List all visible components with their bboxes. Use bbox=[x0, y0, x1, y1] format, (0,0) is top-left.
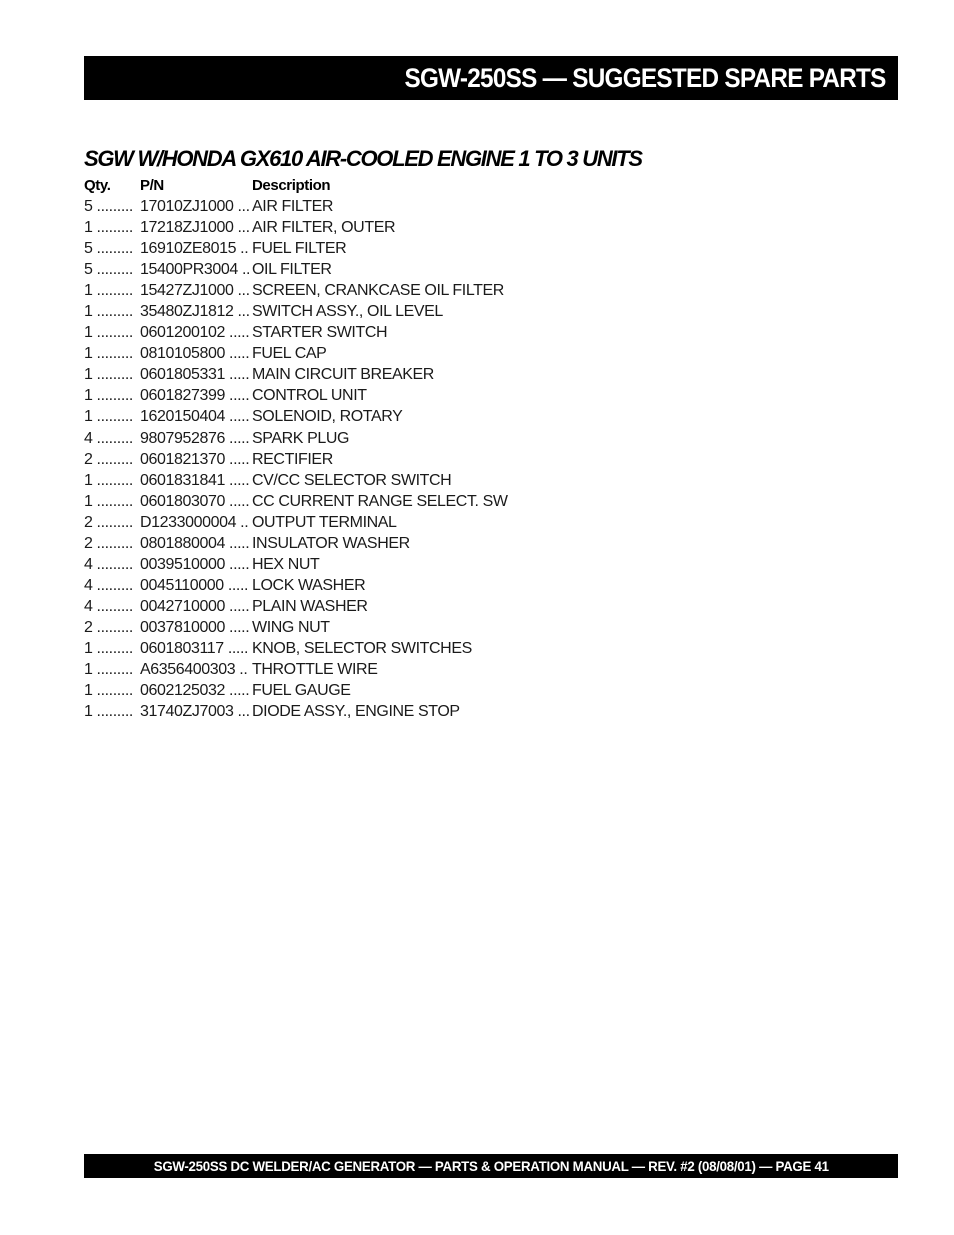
part-number: 0601831841 ..... bbox=[140, 471, 250, 489]
part-qty: 4 ......... bbox=[84, 555, 133, 573]
part-qty: 5 ......... bbox=[84, 240, 133, 258]
part-qty: 1 ......... bbox=[84, 492, 133, 510]
part-number: 15427ZJ1000 ... bbox=[140, 282, 250, 300]
part-number: 9807952876 ..... bbox=[140, 429, 250, 447]
part-number: 0037810000 ..... bbox=[140, 618, 250, 636]
part-qty: 4 ......... bbox=[84, 597, 133, 615]
part-number: 0045110000 ..... bbox=[140, 576, 249, 594]
column-header-description: Description bbox=[252, 177, 331, 194]
page-title: SGW-250SS — SUGGESTED SPARE PARTS bbox=[404, 62, 886, 93]
part-qty: 1 ......... bbox=[84, 661, 133, 679]
part-qty: 4 ......... bbox=[84, 576, 133, 594]
part-qty: 1 ......... bbox=[84, 282, 133, 300]
page-footer-bar bbox=[84, 1154, 898, 1178]
part-qty: 4 ......... bbox=[84, 429, 133, 447]
part-qty: 1 ......... bbox=[84, 219, 133, 237]
column-header-qty: Qty. bbox=[84, 177, 111, 194]
footer-text: SGW-250SS DC WELDER/AC GENERATOR — PARTS & OPERATION MANUAL — REV. #2 (08/08/01) — PAGE 41 bbox=[153, 1158, 829, 1174]
part-qty: 1 ......... bbox=[84, 682, 133, 700]
part-number: 17218ZJ1000 ... bbox=[140, 219, 250, 237]
part-qty: 1 ......... bbox=[84, 471, 133, 489]
part-number: 0601200102 ..... bbox=[140, 324, 250, 342]
part-description: AIR FILTER, OUTER bbox=[252, 219, 396, 237]
part-number: 0601827399 ..... bbox=[140, 387, 250, 405]
part-description: FUEL CAP bbox=[252, 345, 327, 363]
part-number: 17010ZJ1000 ... bbox=[140, 198, 250, 215]
part-description: CONTROL UNIT bbox=[252, 387, 367, 405]
part-description: CV/CC SELECTOR SWITCH bbox=[252, 471, 452, 489]
part-description: CC CURRENT RANGE SELECT. SW bbox=[252, 492, 508, 510]
part-qty: 5 ......... bbox=[84, 198, 133, 215]
part-qty: 2 ......... bbox=[84, 534, 133, 552]
part-number: 0601803117 ..... bbox=[140, 639, 249, 657]
part-description: SWITCH ASSY., OIL LEVEL bbox=[252, 303, 443, 321]
part-number: 0039510000 ..... bbox=[140, 555, 250, 573]
part-description: MAIN CIRCUIT BREAKER bbox=[252, 366, 434, 384]
part-qty: 1 ......... bbox=[84, 366, 133, 384]
part-number: A6356400303 .. bbox=[140, 661, 248, 679]
part-number: 0601821370 ..... bbox=[140, 450, 250, 468]
part-number: 15400PR3004 .. bbox=[140, 261, 251, 279]
part-description: AIR FILTER bbox=[252, 198, 334, 215]
part-qty: 2 ......... bbox=[84, 450, 133, 468]
part-description: FUEL FILTER bbox=[252, 240, 347, 258]
part-description: PLAIN WASHER bbox=[252, 597, 368, 615]
part-description: STARTER SWITCH bbox=[252, 324, 388, 342]
part-description: HEX NUT bbox=[252, 555, 320, 573]
part-number: 31740ZJ7003 ... bbox=[140, 703, 250, 721]
part-description: WING NUT bbox=[252, 618, 330, 636]
part-qty: 1 ......... bbox=[84, 639, 133, 657]
part-qty: 1 ......... bbox=[84, 324, 133, 342]
part-number: 35480ZJ1812 ... bbox=[140, 303, 250, 321]
part-qty: 1 ......... bbox=[84, 703, 133, 721]
part-description: INSULATOR WASHER bbox=[252, 534, 410, 552]
part-qty: 5 ......... bbox=[84, 261, 133, 279]
part-description: THROTTLE WIRE bbox=[252, 661, 378, 679]
part-qty: 2 ......... bbox=[84, 618, 133, 636]
part-description: DIODE ASSY., ENGINE STOP bbox=[252, 703, 460, 721]
part-number: 0601803070 ..... bbox=[140, 492, 250, 510]
part-description: RECTIFIER bbox=[252, 450, 333, 468]
column-header-pn: P/N bbox=[140, 177, 164, 194]
part-description: SPARK PLUG bbox=[252, 429, 350, 447]
part-number: D1233000004 .. bbox=[140, 513, 249, 531]
part-description: OUTPUT TERMINAL bbox=[252, 513, 397, 531]
part-qty: 1 ......... bbox=[84, 408, 133, 426]
part-number: 0601805331 ..... bbox=[140, 366, 250, 384]
part-description: SCREEN, CRANKCASE OIL FILTER bbox=[252, 282, 504, 300]
section-title: SGW W/HONDA GX610 AIR-COOLED ENGINE 1 TO 3 UNITS bbox=[84, 146, 642, 171]
part-number: 1620150404 ..... bbox=[140, 408, 250, 426]
part-description: KNOB, SELECTOR SWITCHES bbox=[252, 639, 472, 657]
part-description: SOLENOID, ROTARY bbox=[252, 408, 403, 426]
part-number: 0042710000 ..... bbox=[140, 597, 250, 615]
part-description: FUEL GAUGE bbox=[252, 682, 351, 700]
part-number: 0810105800 ..... bbox=[140, 345, 250, 363]
part-description: OIL FILTER bbox=[252, 261, 332, 279]
part-qty: 1 ......... bbox=[84, 345, 133, 363]
part-number: 0801880004 ..... bbox=[140, 534, 250, 552]
part-number: 16910ZE8015 .. bbox=[140, 240, 249, 258]
part-number: 0602125032 ..... bbox=[140, 682, 250, 700]
part-description: LOCK WASHER bbox=[252, 576, 366, 594]
page-header-bar bbox=[84, 56, 898, 100]
part-qty: 1 ......... bbox=[84, 303, 133, 321]
part-qty: 2 ......... bbox=[84, 513, 133, 531]
part-qty: 1 ......... bbox=[84, 387, 133, 405]
